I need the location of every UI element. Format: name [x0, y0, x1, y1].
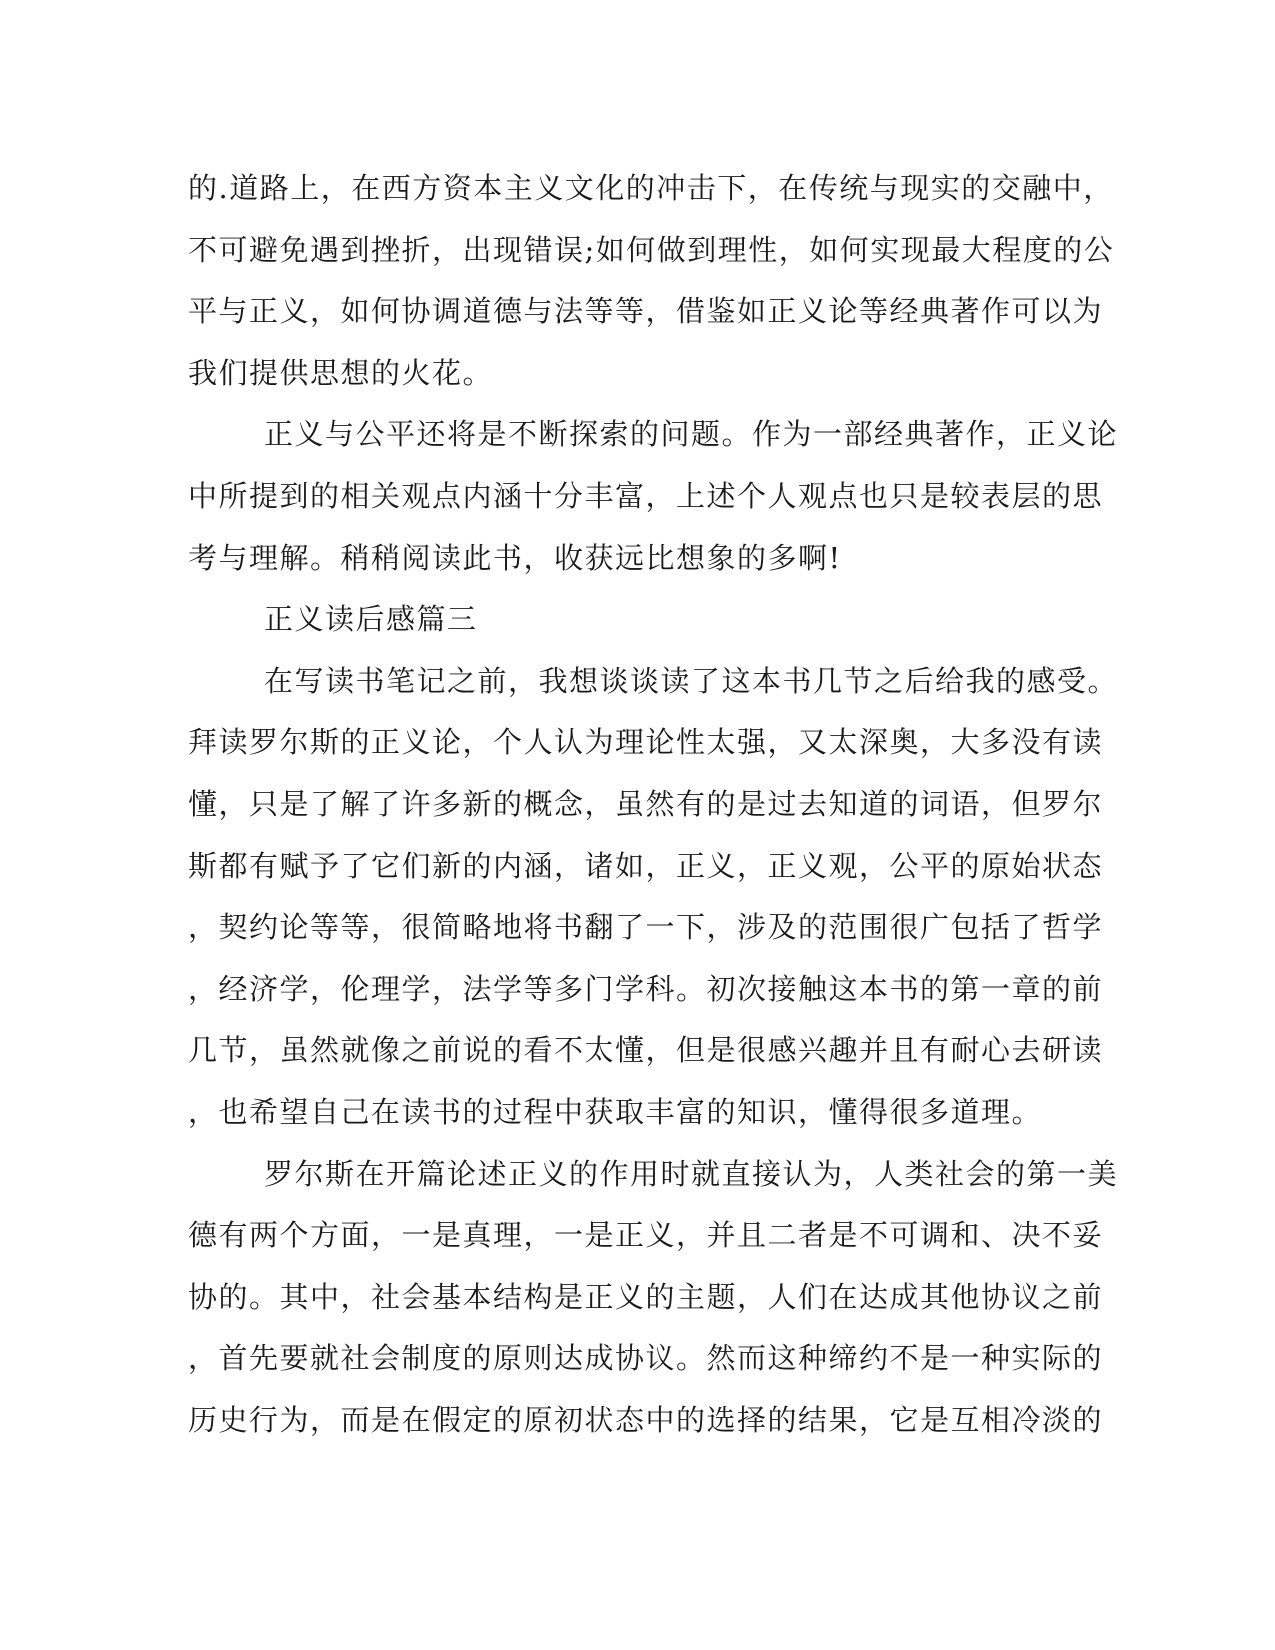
text-line: ，首先要就社会制度的原则达成协议。然而这种缔约不是一种实际的 [188, 1341, 1104, 1376]
text-line: ，契约论等等，很简略地将书翻了一下，涉及的范围很广包括了哲学 [188, 910, 1104, 945]
text-line: 不可避免遇到挫折，出现错误;如何做到理性，如何实现最大程度的公 [188, 232, 1115, 267]
text-line: 我们提供思想的火花。 [188, 355, 494, 390]
text-line: 考与理解。稍稍阅读此书，收获远比想象的多啊! [188, 540, 842, 575]
text-line: 懂，只是了解了许多新的概念，虽然有的是过去知道的词语，但罗尔 [188, 786, 1104, 821]
text-line: 德有两个方面，一是真理，一是正义，并且二者是不可调和、决不妥 [188, 1218, 1104, 1253]
text-line: 的.道路上，在西方资本主义文化的冲击下，在传统与现实的交融中， [188, 171, 1114, 205]
text-line: 几节，虽然就像之前说的看不太懂，但是很感兴趣并且有耐心去研读 [188, 1033, 1104, 1068]
text-line: 历史行为，而是在假定的原初状态中的选择的结果，它是互相冷淡的 [188, 1402, 1104, 1437]
text-line: 斯都有赋予了它们新的内涵，诸如，正义，正义观，公平的原始状态 [188, 848, 1104, 883]
paragraph-first-line: 罗尔斯在开篇论述正义的作用时就直接认为，人类社会的第一美 [264, 1156, 1119, 1191]
text-line: ，经济学，伦理学，法学等多门学科。初次接触这本书的第一章的前 [188, 971, 1104, 1006]
document-body [188, 158, 1119, 1451]
paragraph-first-line: 在写读书笔记之前，我想谈谈读了这本书几节之后给我的感受。 [264, 663, 1119, 698]
text-line: 协的。其中，社会基本结构是正义的主题，人们在达成其他协议之前 [188, 1279, 1104, 1314]
text-line: 平与正义，如何协调道德与法等等，借鉴如正义论等经典著作可以为 [188, 294, 1104, 329]
text-line: ，也希望自己在读书的过程中获取丰富的知识，懂得很多道理。 [188, 1094, 1043, 1129]
section-heading: 正义读后感篇三 [264, 602, 478, 637]
text-line: 中所提到的相关观点内涵十分丰富，上述个人观点也只是较表层的思 [188, 478, 1104, 513]
text-line: 拜读罗尔斯的正义论，个人认为理论性太强，又太深奥，大多没有读 [188, 725, 1104, 760]
paragraph-first-line: 正义与公平还将是不断探索的问题。作为一部经典著作，正义论 [264, 417, 1119, 452]
